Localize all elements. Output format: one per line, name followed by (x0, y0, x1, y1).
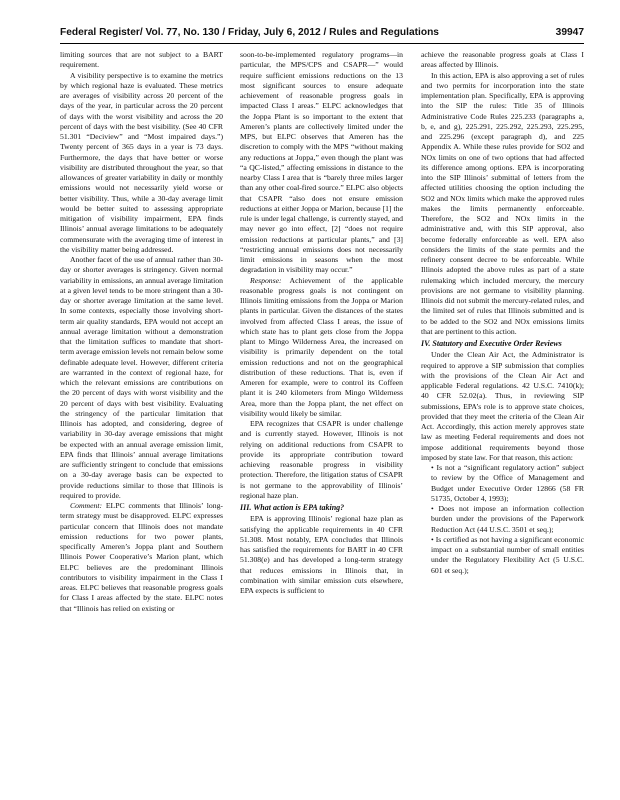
paragraph: Comment: ELPC comments that Illinois’ long-term strategy must be disapproved. ELPC expresses particular concern that Illinois does not mandate emission reductions for two power plants, specifically Ameren’s Joppa plant and Southern Illinois Power Cooperative’s Marion plant, which ELPC believes are the predominant Illinois contributors to visibility impairment in the Class I areas. ELPC believes that reasonable progress goals for Class I areas affected by the state. ELPC notes that “Illinois has relied on existing or (60, 501, 223, 613)
bullet-item: • Does not impose an information collection burden under the provisions of the Paperwork Reduction Act (44 U.S.C. 3501 et seq.); (431, 504, 584, 534)
text-column-3 (421, 50, 584, 755)
header-rule (60, 43, 584, 44)
bullet-item: • Is certified as not having a significant economic impact on a substantial number of small entities under the Regulatory Flexibility Act (5 U.S.C. 601 et seq.); (431, 534, 584, 575)
paragraph: soon-to-be-implemented regulatory programs—in particular, the MPS/CPS and CSAPR—” would require sufficient emissions reductions on the 13 most significant sources to ensure adequate achievement of reasonable progress goals in impacted Class I areas.” ELPC acknowledges that the Joppa Plant is so important to the extent that Ameren’s plants are collectively limited under the MPS, but ELPC observes that Ameren has the discretion to comply with the MPS “without making any reductions at Joppa,” even though the plant was “a QC-listed,” affecting emissions in distance to the nearby Class I area that is “barely three miles larger than any other coal-fired source.” ELPC also objects that CSAPR “also does not ensure emission reductions at either Joppa or Marion, because [1] the rule is under legal challenge, is currently stayed, and may never go into effect, [2] “does not require emission reductions at particular plants,” and [3] “restricting annual emissions does not necessarily limit emissions in seasons when the most degradation in visibility may occur.” (240, 50, 403, 275)
journal-title: Federal Register (60, 27, 140, 38)
issue-line: / Vol. 77, No. 130 / Friday, July 6, 2012 / Rules and Regulations (139, 27, 439, 38)
paragraph: Under the Clean Air Act, the Administrator is required to approve a SIP submission that complies with the provisions of the Clean Air Act and applicable Federal regulations. 42 U.S.C. 7410(k); 40 CFR 52.02(a). Thus, in reviewing SIP submissions, EPA’s role is to approve state choices, provided that they meet the criteria of the Clean Air Act. Accordingly, this action merely approves state law as meeting Federal requirements and does not impose additional requirements beyond those imposed by state law. For that reason, this action: (421, 350, 584, 462)
paragraph: In this action, EPA is also approving a set of rules and two permits for incorporation into the state implementation plan. Specifically, EPA is approving into the SIP the rules: Title 35 of Illinois Administrative Code Rules 225.233 (paragraphs a, b, e, and g), 225.291, 225.292, 225.293, 225.295, and 225.296 (except paragraph d), and 225 Appendix A. While these rules provide for SO2 and NOx limits on one of two options that had affected its difference among options. EPA is incorporating into the SIP Illinois’ submittal of letters from the affected utilities choosing the option including the SO2 and NOx limits which make the approved rules makes the limits permanently enforceable. Therefore, the SO2 and NOx limits in the administrative and, with this SIP approval, also become federally enforceable as well. EPA also considers the limits of the state permits and the refinery consent decree to be enforceable. While Illinois adopted the above rules as part of a state rulemaking which included mercury, the mercury provisions are not germane to visibility planning. Illinois did not submit the mercury-related rules, and the limited set of rules that Illinois submitted and is to be added to the SO2 and NOx emissions limits that are pertinent to this action. (421, 70, 584, 336)
paragraph: EPA is approving Illinois’ regional haze plan as satisfying the applicable requirements in 40 CFR 51.308. Most notably, EPA concludes that Illinois has satisfied the requirements for BART in 40 CFR 51.308(e) and has developed a long-term strategy that reduces emissions in Illinois that, in combination with similar emission cuts elsewhere, EPA expects is sufficient to (240, 514, 403, 595)
bullet-item: • Is not a “significant regulatory action” subject to review by the Office of Management and Budget under Executive Order 12866 (58 FR 51735, October 4, 1993); (431, 463, 584, 503)
section-heading: IV. Statutory and Executive Order Reviews (421, 339, 562, 348)
paragraph: limiting sources that are not subject to a BART requirement. (60, 50, 223, 70)
text-column-1 (60, 50, 223, 755)
page-header (60, 27, 584, 41)
paragraph: Another facet of the use of annual rather than 30-day or shorter averages is stringency. Given normal variability in emissions, an annual average limitation at a given level tends to be more stringent than a 30-day or shorter average limitation at the same level. In some contexts, especially those involving short-term air quality standards, EPA would not accept an annual average limitation without a demonstration that the limitation suffices to mandate that short-term average emission levels not remain below some definable adequate level. However, different criteria are warranted in the context of regional haze, for which the relevant emissions are contributions on the 20 percent of days with worst visibility and the 20 percent of days with best visibility. Evaluating the stringency of the particular limitation that Illinois has adopted, and considering, degree of variability in 30-day average emissions that might be expected with an annual average emission limit, EPA finds that Illinois’ annual average limitations are sufficiently stringent to conclude that emissions on a 30-day average basis can be expected to provide reductions similar to those that Illinois is required to provide. (60, 255, 223, 500)
paragraph: EPA recognizes that CSAPR is under challenge and is currently stayed. However, Illinois is not relying on additional reductions from CSAPR to provide its appropriate contribution toward achieving reasonable progress in visibility protection. Therefore, the litigation status of CSAPR is not germane to the approvability of Illinois’ regional haze plan. (240, 419, 403, 500)
paragraph: achieve the reasonable progress goals at Class I areas affected by Illinois. (421, 50, 584, 70)
text-column-2 (240, 50, 403, 755)
paragraph: Response: Achievement of the applicable reasonable progress goals is not contingent on Illinois limiting emissions from the Joppa or Marion plants in particular. Given the distances of the states involved from affected Class I areas, the issue of which state has to plant gets close from the Joppa plant to Mingo Wilderness Area, the increased on visibility is primarily dependent on the total emission reductions and not on the geographical distribution of these reductions. That is, even if Ameren for example, were to control its Coffeen plant it is 240 kilometers from Mingo Wilderness Area, more than the Joppa plant, the net effect on visibility would likely be similar. (240, 275, 403, 418)
page-number: 39947 (555, 27, 584, 38)
section-heading: III. What action is EPA taking? (240, 503, 345, 512)
paragraph: A visibility perspective is to examine the metrics by which regional haze is evaluated. These metrics are averages of visibility across 20 percent of the days of the year, in particular across the 20 percent of days with the worst visibility and across the 20 percent of days with the best visibility. (See 40 CFR 51.301 “Deciview” and “Most impaired days.”) Twenty percent of 365 days in a year is 73 days. Furthermore, the days that have better or worse visibility are distributed throughout the year, so that allowances of greater variability in daily or monthly emissions would not necessarily yield worse or better visibility. Thus, while a 30-day average limit would be better suited to assessing appropriate mitigation of visibility impairment, EPA finds Illinois’ annual average limitations to be adequately commensurate with the averaging time of interest in the visibility matter being addressed. (60, 70, 223, 254)
